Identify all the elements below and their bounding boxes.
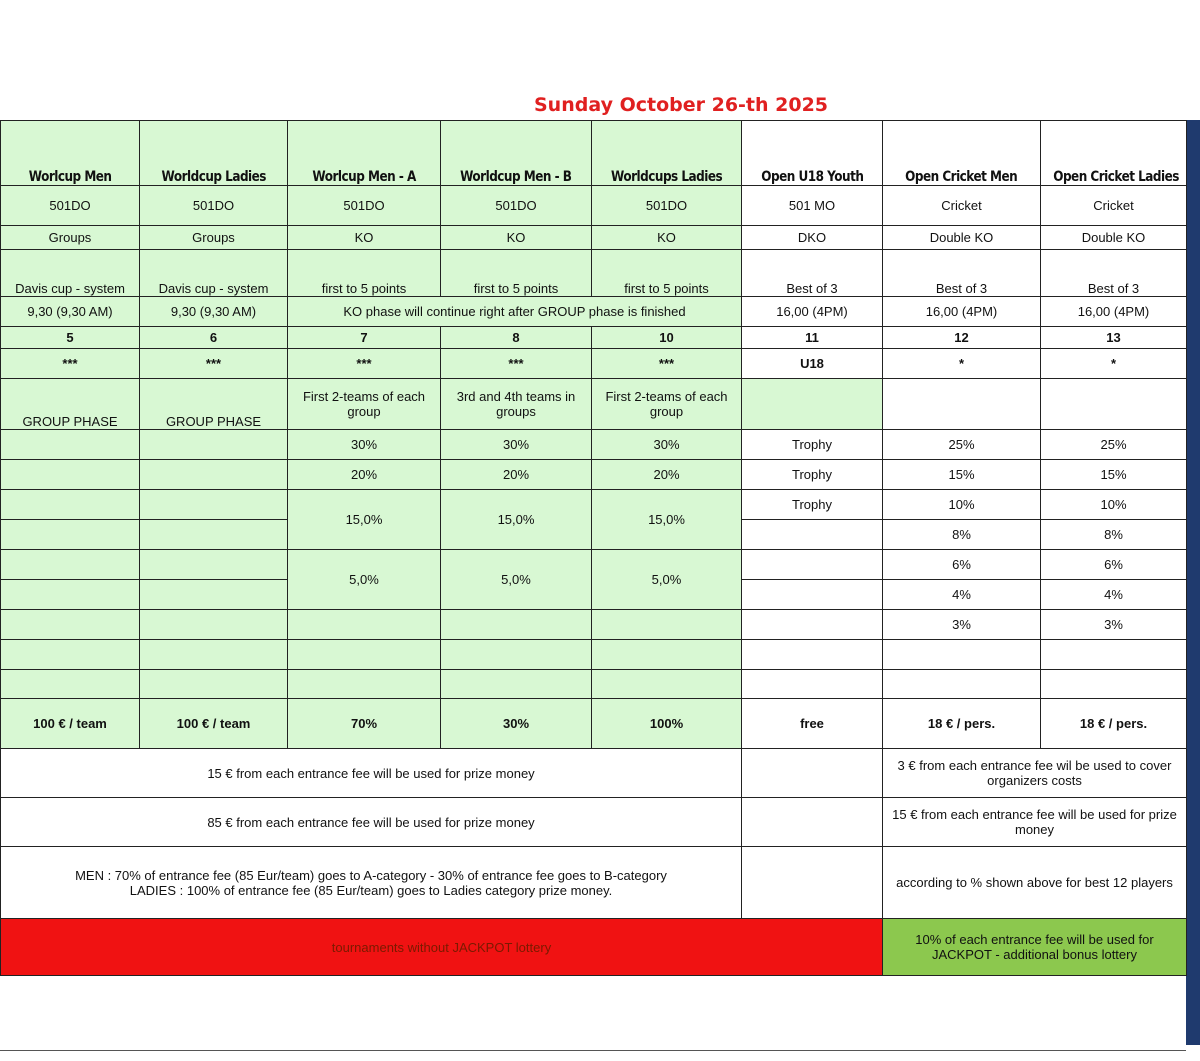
format: Groups	[1, 226, 140, 250]
prize-share: 30%	[288, 430, 441, 460]
board-number: 13	[1041, 327, 1187, 349]
qualification	[1041, 379, 1187, 430]
prize-share: 15,0%	[592, 490, 742, 550]
entrance-fee: free	[742, 699, 883, 749]
entrance-fee: 30%	[441, 699, 592, 749]
note-organizer-costs: 3 € from each entrance fee wil be used to cover organizers costs	[883, 749, 1187, 798]
note-men-split: MEN : 70% of entrance fee (85 Eur/team) goes to A-category - 30% of entrance fee goes to B-category	[75, 867, 667, 883]
empty-cell	[140, 460, 288, 490]
empty-cell	[883, 670, 1041, 699]
row-note-85	[1, 798, 1187, 847]
category-mark: ***	[1, 349, 140, 379]
prize-share: 6%	[1041, 550, 1187, 580]
board-number: 7	[288, 327, 441, 349]
format: KO	[441, 226, 592, 250]
start-time: 16,00 (4PM)	[883, 297, 1041, 327]
game-type: 501DO	[140, 186, 288, 226]
empty-cell	[1, 550, 140, 580]
match-rule: Best of 3	[1041, 250, 1187, 297]
category-mark: ***	[140, 349, 288, 379]
prize-share: 3%	[883, 610, 1041, 640]
jackpot-banner: 10% of each entrance fee will be used for JACKPOT - additional bonus lottery	[883, 919, 1187, 976]
empty-cell	[1, 580, 140, 610]
format: Double KO	[1041, 226, 1187, 250]
empty-cell	[883, 640, 1041, 670]
prize-share: 25%	[1041, 430, 1187, 460]
category-mark: ***	[288, 349, 441, 379]
empty-cell	[1, 610, 140, 640]
empty-cell	[742, 670, 883, 699]
empty-cell	[742, 550, 883, 580]
row-prize-1	[1, 430, 1187, 460]
empty-cell	[288, 670, 441, 699]
empty-cell	[742, 847, 883, 919]
page-title: Sunday October 26-th 2025	[534, 94, 829, 116]
match-rule: Best of 3	[742, 250, 883, 297]
format: KO	[592, 226, 742, 250]
prize-share: 20%	[441, 460, 592, 490]
empty-cell	[441, 670, 592, 699]
board-number: 6	[140, 327, 288, 349]
board-number: 8	[441, 327, 592, 349]
empty-cell	[441, 640, 592, 670]
row-qualification	[1, 379, 1187, 430]
prize-share: 5,0%	[441, 550, 592, 610]
empty-cell	[1, 430, 140, 460]
prize-share: Trophy	[742, 460, 883, 490]
format: Groups	[140, 226, 288, 250]
col-name: Worlcup Men	[1, 121, 140, 186]
prize-share: 4%	[883, 580, 1041, 610]
board-number: 10	[592, 327, 742, 349]
prize-share: 15%	[883, 460, 1041, 490]
empty-cell	[140, 580, 288, 610]
empty-cell	[140, 520, 288, 550]
match-rule: Best of 3	[883, 250, 1041, 297]
prize-share: 30%	[592, 430, 742, 460]
tournament-schedule-table	[0, 120, 1187, 976]
note-fee-split	[1, 847, 742, 919]
board-number: 5	[1, 327, 140, 349]
row-empty-1	[1, 640, 1187, 670]
category-mark: *	[1041, 349, 1187, 379]
row-empty-2	[1, 670, 1187, 699]
game-type: Cricket	[1041, 186, 1187, 226]
empty-cell	[140, 610, 288, 640]
prize-share: 15,0%	[288, 490, 441, 550]
row-board	[1, 327, 1187, 349]
note-prize-15: 15 € from each entrance fee will be used for prize money	[1, 749, 742, 798]
entrance-fee: 18 € / pers.	[1041, 699, 1187, 749]
no-jackpot-banner: tournaments without JACKPOT lottery	[1, 919, 883, 976]
prize-share: 20%	[288, 460, 441, 490]
empty-cell	[1041, 670, 1187, 699]
note-best-12: according to % shown above for best 12 players	[883, 847, 1187, 919]
row-start-time	[1, 297, 1187, 327]
board-number: 12	[883, 327, 1041, 349]
row-prize-7	[1, 610, 1187, 640]
format: Double KO	[883, 226, 1041, 250]
prize-share: 15,0%	[441, 490, 592, 550]
start-time: 9,30 (9,30 AM)	[1, 297, 140, 327]
empty-cell	[592, 610, 742, 640]
format: DKO	[742, 226, 883, 250]
row-format	[1, 226, 1187, 250]
empty-cell	[140, 550, 288, 580]
match-rule: first to 5 points	[288, 250, 441, 297]
format: KO	[288, 226, 441, 250]
start-time: 9,30 (9,30 AM)	[140, 297, 288, 327]
game-type: Cricket	[883, 186, 1041, 226]
prize-share: 5,0%	[288, 550, 441, 610]
game-type: 501DO	[1, 186, 140, 226]
prize-share: 5,0%	[592, 550, 742, 610]
row-prize-5	[1, 550, 1187, 580]
note-ladies-split: LADIES : 100% of entrance fee (85 Eur/team) goes to Ladies category prize money.	[129, 882, 613, 898]
col-name: Worlcup Men - A	[288, 121, 441, 186]
qualification: GROUP PHASE	[1, 379, 140, 430]
ko-phase-note: KO phase will continue right after GROUP phase is finished	[288, 297, 742, 327]
empty-cell	[1, 460, 140, 490]
qualification: 3rd and 4th teams in groups	[441, 379, 592, 430]
category-mark: ***	[592, 349, 742, 379]
game-type: 501DO	[441, 186, 592, 226]
empty-cell	[140, 670, 288, 699]
entrance-fee: 100 € / team	[1, 699, 140, 749]
qualification	[742, 379, 883, 430]
entrance-fee: 18 € / pers.	[883, 699, 1041, 749]
col-name: Worldcups Ladies	[592, 121, 742, 186]
row-prize-2	[1, 460, 1187, 490]
prize-share: 10%	[883, 490, 1041, 520]
start-time: 16,00 (4PM)	[1041, 297, 1187, 327]
entrance-fee: 100 € / team	[140, 699, 288, 749]
start-time: 16,00 (4PM)	[742, 297, 883, 327]
empty-cell	[140, 430, 288, 460]
empty-cell	[742, 580, 883, 610]
match-rule: first to 5 points	[441, 250, 592, 297]
note-cricket-prize: 15 € from each entrance fee will be used for prize money	[883, 798, 1187, 847]
match-rule: first to 5 points	[592, 250, 742, 297]
qualification: First 2-teams of each group	[592, 379, 742, 430]
prize-share: 4%	[1041, 580, 1187, 610]
empty-cell	[140, 490, 288, 520]
prize-share: Trophy	[742, 490, 883, 520]
prize-share: 8%	[1041, 520, 1187, 550]
game-type: 501 MO	[742, 186, 883, 226]
prize-share: 30%	[441, 430, 592, 460]
row-jackpot	[1, 919, 1187, 976]
prize-share: 25%	[883, 430, 1041, 460]
empty-cell	[742, 640, 883, 670]
empty-cell	[1, 490, 140, 520]
bottom-divider	[0, 1050, 1186, 1051]
note-prize-85: 85 € from each entrance fee will be used for prize money	[1, 798, 742, 847]
prize-share: 8%	[883, 520, 1041, 550]
empty-cell	[441, 610, 592, 640]
empty-cell	[742, 520, 883, 550]
qualification	[883, 379, 1041, 430]
category-mark: U18	[742, 349, 883, 379]
empty-cell	[1, 640, 140, 670]
row-tournament-names	[1, 121, 1187, 186]
empty-cell	[288, 610, 441, 640]
match-rule: Davis cup - system	[1, 250, 140, 297]
row-prize-3	[1, 490, 1187, 520]
prize-share: Trophy	[742, 430, 883, 460]
qualification: First 2-teams of each group	[288, 379, 441, 430]
empty-cell	[1041, 640, 1187, 670]
qualification: GROUP PHASE	[140, 379, 288, 430]
col-name: Open Cricket Ladies	[1041, 121, 1187, 186]
col-name: Open U18 Youth	[742, 121, 883, 186]
entrance-fee: 70%	[288, 699, 441, 749]
category-mark: *	[883, 349, 1041, 379]
col-name: Open Cricket Men	[883, 121, 1041, 186]
row-game-type	[1, 186, 1187, 226]
game-type: 501DO	[592, 186, 742, 226]
empty-cell	[742, 610, 883, 640]
category-mark: ***	[441, 349, 592, 379]
prize-share: 10%	[1041, 490, 1187, 520]
empty-cell	[742, 749, 883, 798]
game-type: 501DO	[288, 186, 441, 226]
prize-share: 15%	[1041, 460, 1187, 490]
entrance-fee: 100%	[592, 699, 742, 749]
empty-cell	[140, 640, 288, 670]
empty-cell	[288, 640, 441, 670]
row-entrance-fee	[1, 699, 1187, 749]
row-category-mark	[1, 349, 1187, 379]
col-name: Worldcup Men - B	[441, 121, 592, 186]
prize-share: 20%	[592, 460, 742, 490]
prize-share: 6%	[883, 550, 1041, 580]
row-note-split	[1, 847, 1187, 919]
row-note-15	[1, 749, 1187, 798]
empty-cell	[592, 640, 742, 670]
right-border-bar	[1186, 120, 1200, 1045]
empty-cell	[1, 520, 140, 550]
prize-share: 3%	[1041, 610, 1187, 640]
col-name: Worldcup Ladies	[140, 121, 288, 186]
empty-cell	[1, 670, 140, 699]
empty-cell	[742, 798, 883, 847]
board-number: 11	[742, 327, 883, 349]
match-rule: Davis cup - system	[140, 250, 288, 297]
empty-cell	[592, 670, 742, 699]
row-match-rule	[1, 250, 1187, 297]
